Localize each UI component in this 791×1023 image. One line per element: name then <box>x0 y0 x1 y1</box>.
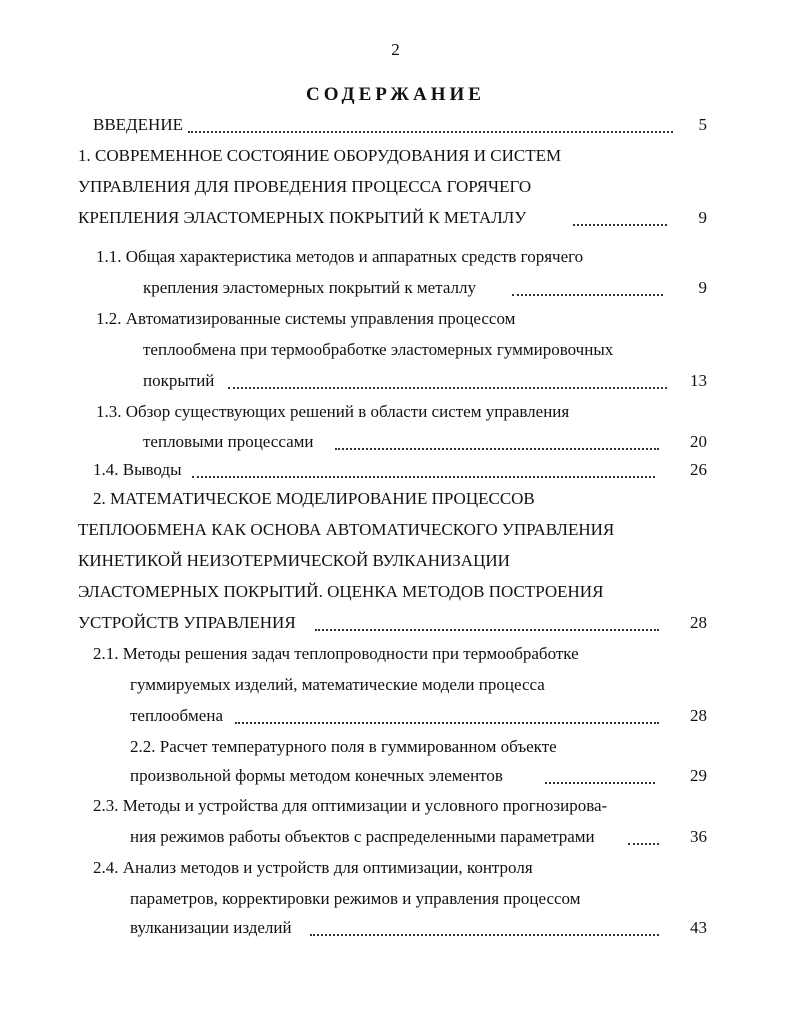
toc-entry <box>0 398 791 426</box>
toc-entry-page: 28 <box>690 706 707 725</box>
toc-entry-text: 1.3. Обзор существующих решений в области систем управления <box>96 402 570 421</box>
toc-entry <box>0 792 791 820</box>
toc-entry <box>0 243 791 271</box>
toc-entry <box>0 702 791 730</box>
toc-entry <box>0 914 791 942</box>
dot-leader <box>235 722 659 724</box>
toc-entry <box>0 142 791 170</box>
toc-entry <box>0 762 791 790</box>
toc-entry-page: 9 <box>698 278 707 297</box>
toc-entry-text: КИНЕТИКОЙ НЕИЗОТЕРМИЧЕСКОЙ ВУЛКАНИЗАЦИИ <box>78 551 510 570</box>
toc-entry-page: 13 <box>690 371 707 390</box>
toc-entry-text: 1.2. Автоматизированные системы управления процессом <box>96 309 516 328</box>
dot-leader <box>628 843 659 845</box>
toc-entry <box>0 547 791 575</box>
toc-entry-page: 20 <box>690 432 707 451</box>
toc-entry <box>0 204 791 232</box>
toc-entry-text: ВВЕДЕНИЕ <box>93 115 183 134</box>
toc-entry-page: 9 <box>698 208 707 227</box>
toc-entry <box>0 733 791 761</box>
toc-entry <box>0 173 791 201</box>
toc-entry-page: 43 <box>690 918 707 937</box>
toc-entry-text: 2.3. Методы и устройства для оптимизации и условного прогнозирова- <box>93 796 608 815</box>
dot-leader <box>545 782 655 784</box>
toc-entry <box>0 305 791 333</box>
toc-entry-text: 2. МАТЕМАТИЧЕСКОЕ МОДЕЛИРОВАНИЕ ПРОЦЕССОВ <box>93 489 535 508</box>
toc-entry-text: крепления эластомерных покрытий к металлу <box>143 278 476 297</box>
toc-entry-text: покрытий <box>143 371 215 390</box>
toc-entry-text: произвольной формы методом конечных элементов <box>130 766 503 785</box>
toc-entry-text: параметров, корректировки режимов и управления процессом <box>130 889 581 908</box>
dot-leader <box>315 629 659 631</box>
toc-entry-text: ния режимов работы объектов с распределенными параметрами <box>130 827 595 846</box>
toc-entry-text: КРЕПЛЕНИЯ ЭЛАСТОМЕРНЫХ ПОКРЫТИЙ К МЕТАЛЛУ <box>78 208 527 227</box>
toc-entry-text: гуммируемых изделий, математические модели процесса <box>130 675 545 694</box>
toc-entry-text: вулканизации изделий <box>130 918 292 937</box>
toc-entry-text: теплообмена при термообработке эластомерных гуммировочных <box>143 340 614 359</box>
toc-entry-page: 29 <box>690 766 707 785</box>
page-number: 2 <box>391 40 400 59</box>
toc-entry <box>0 274 791 302</box>
toc-entry <box>0 854 791 882</box>
dot-leader <box>512 294 663 296</box>
toc-entry <box>0 578 791 606</box>
dot-leader <box>573 224 667 226</box>
toc-entry-page: 5 <box>698 115 707 134</box>
toc-entry-text: 2.1. Методы решения задач теплопроводности при термообработке <box>93 644 579 663</box>
dot-leader <box>228 387 667 389</box>
toc-entry-text: 1.1. Общая характеристика методов и аппаратных средств горячего <box>96 247 584 266</box>
toc-entry <box>0 111 791 139</box>
toc-entry-text: 2.4. Анализ методов и устройств для оптимизации, контроля <box>93 858 533 877</box>
toc-entry <box>0 885 791 913</box>
dot-leader <box>310 934 659 936</box>
dot-leader <box>192 476 655 478</box>
toc-entry <box>0 485 791 513</box>
toc-entry <box>0 640 791 668</box>
toc-title: СОДЕРЖАНИЕ <box>306 84 485 105</box>
toc-entry <box>0 336 791 364</box>
toc-entry-text: 2.2. Расчет температурного поля в гуммированном объекте <box>130 737 557 756</box>
toc-entry-page: 36 <box>690 827 707 846</box>
toc-entry <box>0 367 791 395</box>
toc-entry <box>0 456 791 484</box>
toc-entry <box>0 823 791 851</box>
toc-entry-text: УПРАВЛЕНИЯ ДЛЯ ПРОВЕДЕНИЯ ПРОЦЕССА ГОРЯЧЕГО <box>78 177 532 196</box>
toc-entry-page: 28 <box>690 613 707 632</box>
toc-entry-page: 26 <box>690 460 707 479</box>
toc-entry <box>0 428 791 456</box>
toc-entry-text: 1.4. Выводы <box>93 460 182 479</box>
toc-entry-text: теплообмена <box>130 706 223 725</box>
dot-leader <box>335 448 659 450</box>
toc-entry-text: ТЕПЛООБМЕНА КАК ОСНОВА АВТОМАТИЧЕСКОГО УПРАВЛЕНИЯ <box>78 520 615 539</box>
toc-entry <box>0 671 791 699</box>
toc-entry-text: 1. СОВРЕМЕННОЕ СОСТОЯНИЕ ОБОРУДОВАНИЯ И СИСТЕМ <box>78 146 562 165</box>
toc-entry <box>0 516 791 544</box>
toc-entry-text: УСТРОЙСТВ УПРАВЛЕНИЯ <box>78 613 296 632</box>
toc-entry-text: ЭЛАСТОМЕРНЫХ ПОКРЫТИЙ. ОЦЕНКА МЕТОДОВ ПОСТРОЕНИЯ <box>78 582 604 601</box>
toc-entry-text: тепловыми процессами <box>143 432 314 451</box>
dot-leader <box>188 131 673 133</box>
toc-entry <box>0 609 791 637</box>
